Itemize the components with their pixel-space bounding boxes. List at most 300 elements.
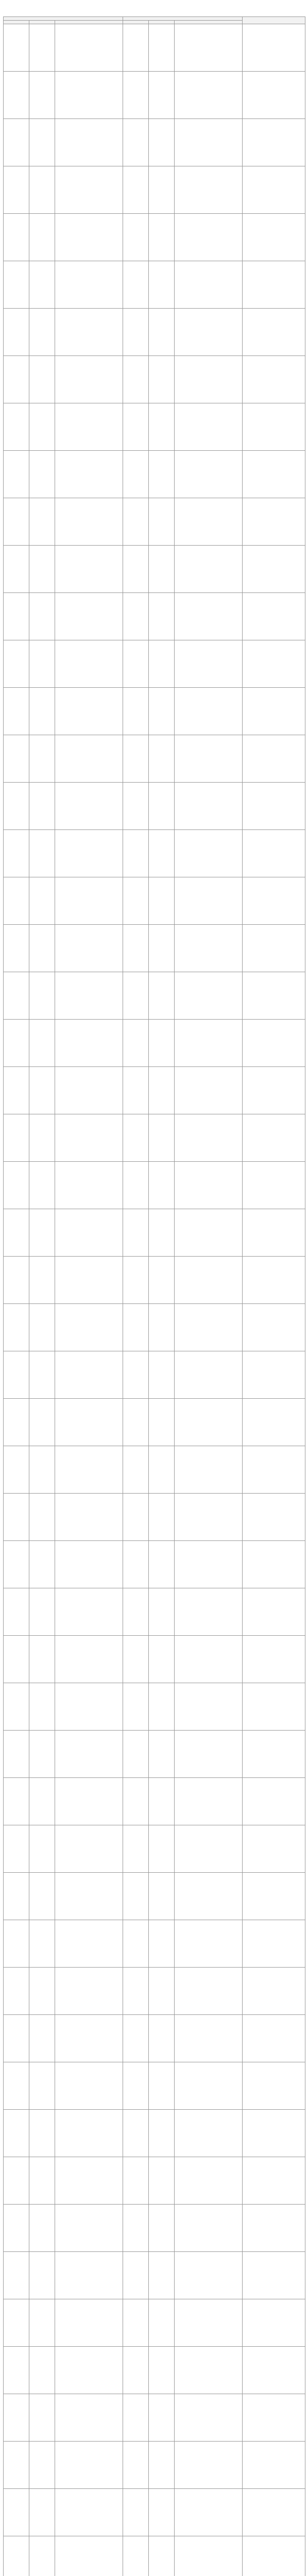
table-row	[4, 1446, 305, 1494]
table-cell	[29, 1494, 55, 1541]
table-cell	[4, 1636, 29, 1683]
table-row	[4, 877, 305, 925]
table-cell	[29, 1731, 55, 1778]
table-cell	[243, 1825, 305, 1873]
table-row	[4, 830, 305, 877]
table-cell	[29, 72, 55, 119]
table-cell	[4, 2489, 29, 2536]
table-cell	[123, 1494, 149, 1541]
table-cell	[243, 2536, 305, 2576]
table-row	[4, 1683, 305, 1731]
table-cell	[175, 1162, 243, 1209]
table-cell	[29, 1636, 55, 1683]
table-cell	[55, 309, 123, 356]
table-cell	[175, 1114, 243, 1162]
table-cell	[123, 166, 149, 214]
table-cell	[243, 214, 305, 261]
table-cell	[4, 877, 29, 925]
table-cell	[123, 783, 149, 830]
table-cell	[175, 1920, 243, 1968]
table-cell	[243, 783, 305, 830]
table-cell	[123, 2536, 149, 2576]
table-cell	[29, 403, 55, 451]
table-cell	[4, 972, 29, 1020]
table-cell	[29, 2110, 55, 2157]
table-cell	[123, 546, 149, 593]
table-cell	[149, 546, 175, 593]
table-cell	[123, 688, 149, 735]
table-cell	[243, 1351, 305, 1399]
group-header-right	[123, 17, 243, 21]
table-cell	[243, 1731, 305, 1778]
table-cell	[55, 1162, 123, 1209]
table-cell	[149, 451, 175, 498]
table-cell	[175, 1446, 243, 1494]
table-cell	[149, 2205, 175, 2252]
table-row	[4, 1873, 305, 1920]
table-cell	[123, 1731, 149, 1778]
table-cell	[123, 356, 149, 403]
table-cell	[55, 2394, 123, 2442]
table-cell	[243, 1209, 305, 1257]
table-cell	[149, 1825, 175, 1873]
table-cell	[243, 72, 305, 119]
table-cell	[175, 2205, 243, 2252]
table-row	[4, 546, 305, 593]
table-cell	[55, 1446, 123, 1494]
table-row	[4, 403, 305, 451]
table-row	[4, 593, 305, 640]
table-cell	[243, 1541, 305, 1588]
table-cell	[29, 1683, 55, 1731]
table-cell	[175, 214, 243, 261]
table-cell	[123, 877, 149, 925]
table-cell	[55, 688, 123, 735]
table-cell	[29, 214, 55, 261]
table-cell	[4, 688, 29, 735]
table-cell	[149, 1351, 175, 1399]
table-cell	[55, 1778, 123, 1825]
table-row	[4, 1636, 305, 1683]
table-cell	[175, 735, 243, 783]
table-cell	[175, 1731, 243, 1778]
table-cell	[149, 1304, 175, 1351]
table-row	[4, 1351, 305, 1399]
table-cell	[123, 2347, 149, 2394]
table-cell	[243, 1446, 305, 1494]
table-cell	[175, 1399, 243, 1446]
table-cell	[175, 593, 243, 640]
table-cell	[55, 1588, 123, 1636]
table-row	[4, 1731, 305, 1778]
table-cell	[55, 1825, 123, 1873]
table-cell	[29, 1446, 55, 1494]
table-cell	[4, 24, 29, 72]
document-title	[3, 5, 305, 14]
table-cell	[243, 1399, 305, 1446]
table-cell	[243, 451, 305, 498]
table-cell	[175, 2110, 243, 2157]
table-cell	[123, 1020, 149, 1067]
table-cell	[29, 735, 55, 783]
table-cell	[4, 261, 29, 309]
table-cell	[4, 1304, 29, 1351]
table-cell	[4, 119, 29, 166]
table-body	[4, 24, 305, 2576]
table-cell	[149, 1494, 175, 1541]
table-cell	[149, 640, 175, 688]
table-cell	[4, 1162, 29, 1209]
table-cell	[123, 498, 149, 546]
table-cell	[55, 546, 123, 593]
table-cell	[55, 451, 123, 498]
table-row	[4, 2442, 305, 2489]
table-cell	[243, 1257, 305, 1304]
table-cell	[123, 735, 149, 783]
table-cell	[55, 593, 123, 640]
table-cell	[29, 2347, 55, 2394]
table-cell	[175, 830, 243, 877]
table-cell	[243, 261, 305, 309]
table-cell	[149, 72, 175, 119]
table-cell	[4, 1399, 29, 1446]
table-cell	[243, 1873, 305, 1920]
table-row	[4, 735, 305, 783]
table-cell	[243, 877, 305, 925]
table-cell	[149, 1209, 175, 1257]
table-cell	[55, 1067, 123, 1114]
table-cell	[55, 925, 123, 972]
table-cell	[123, 1920, 149, 1968]
table-cell	[123, 2442, 149, 2489]
table-row	[4, 1968, 305, 2015]
table-cell	[55, 24, 123, 72]
table-cell	[55, 2299, 123, 2347]
table-row	[4, 24, 305, 72]
table-cell	[123, 2205, 149, 2252]
table-cell	[123, 309, 149, 356]
table-cell	[4, 309, 29, 356]
table-cell	[149, 2252, 175, 2299]
table-row	[4, 309, 305, 356]
table-cell	[4, 2442, 29, 2489]
table-cell	[243, 2442, 305, 2489]
table-row	[4, 1494, 305, 1541]
table-cell	[123, 1304, 149, 1351]
table-cell	[123, 24, 149, 72]
table-cell	[149, 2394, 175, 2442]
table-cell	[149, 593, 175, 640]
table-cell	[243, 1304, 305, 1351]
table-cell	[149, 735, 175, 783]
table-cell	[243, 2205, 305, 2252]
table-cell	[149, 1399, 175, 1446]
table-cell	[29, 2394, 55, 2442]
table-cell	[4, 1257, 29, 1304]
table-cell	[149, 214, 175, 261]
table-cell	[149, 1257, 175, 1304]
table-row	[4, 119, 305, 166]
table-cell	[4, 2157, 29, 2205]
table-cell	[29, 356, 55, 403]
table-cell	[243, 309, 305, 356]
table-cell	[243, 2157, 305, 2205]
table-cell	[149, 1731, 175, 1778]
table-cell	[29, 877, 55, 925]
table-cell	[123, 2157, 149, 2205]
table-cell	[149, 1636, 175, 1683]
column-header-notes	[243, 17, 305, 24]
table-cell	[4, 2110, 29, 2157]
table-cell	[55, 1636, 123, 1683]
table-cell	[29, 498, 55, 546]
table-cell	[4, 1494, 29, 1541]
table-cell	[175, 1020, 243, 1067]
table-cell	[123, 1399, 149, 1446]
table-row	[4, 925, 305, 972]
table-cell	[123, 1446, 149, 1494]
table-row	[4, 166, 305, 214]
table-cell	[175, 1541, 243, 1588]
table-cell	[4, 403, 29, 451]
table-cell	[55, 2442, 123, 2489]
table-row	[4, 214, 305, 261]
table-cell	[175, 1683, 243, 1731]
table-cell	[55, 2536, 123, 2576]
column-header	[55, 21, 123, 24]
table-cell	[123, 72, 149, 119]
table-cell	[123, 2062, 149, 2110]
table-cell	[243, 24, 305, 72]
table-cell	[123, 2110, 149, 2157]
table-cell	[243, 166, 305, 214]
table-cell	[243, 1020, 305, 1067]
table-cell	[55, 498, 123, 546]
table-cell	[29, 1020, 55, 1067]
table-row	[4, 2536, 305, 2576]
table-cell	[55, 2157, 123, 2205]
table-cell	[55, 119, 123, 166]
table-cell	[29, 2062, 55, 2110]
table-cell	[149, 1920, 175, 1968]
table-cell	[149, 925, 175, 972]
column-header	[149, 21, 175, 24]
table-cell	[175, 2062, 243, 2110]
table-cell	[175, 1351, 243, 1399]
table-cell	[243, 1636, 305, 1683]
table-cell	[29, 1873, 55, 1920]
table-cell	[29, 925, 55, 972]
table-cell	[55, 2110, 123, 2157]
table-cell	[29, 166, 55, 214]
table-cell	[123, 1114, 149, 1162]
table-cell	[175, 877, 243, 925]
comparison-table	[3, 16, 305, 2576]
table-cell	[55, 1541, 123, 1588]
table-cell	[175, 1304, 243, 1351]
table-cell	[243, 688, 305, 735]
table-cell	[123, 2299, 149, 2347]
table-cell	[149, 1446, 175, 1494]
table-cell	[175, 2252, 243, 2299]
table-cell	[55, 830, 123, 877]
table-cell	[123, 1778, 149, 1825]
table-cell	[243, 498, 305, 546]
table-cell	[55, 1683, 123, 1731]
table-cell	[243, 2347, 305, 2394]
table-cell	[29, 1162, 55, 1209]
table-cell	[175, 1778, 243, 1825]
table-cell	[175, 1257, 243, 1304]
table-cell	[243, 2062, 305, 2110]
table-cell	[55, 640, 123, 688]
table-cell	[4, 1209, 29, 1257]
table-cell	[123, 2489, 149, 2536]
table-cell	[4, 1731, 29, 1778]
table-cell	[175, 925, 243, 972]
table-cell	[29, 261, 55, 309]
table-cell	[149, 877, 175, 925]
table-row	[4, 1541, 305, 1588]
table-cell	[4, 1683, 29, 1731]
table-cell	[243, 925, 305, 972]
table-row	[4, 2489, 305, 2536]
table-cell	[4, 1541, 29, 1588]
table-cell	[175, 2442, 243, 2489]
table-cell	[123, 1968, 149, 2015]
table-cell	[149, 356, 175, 403]
table-cell	[4, 2536, 29, 2576]
table-cell	[29, 1351, 55, 1399]
table-cell	[243, 735, 305, 783]
table-cell	[175, 403, 243, 451]
table-cell	[149, 261, 175, 309]
table-cell	[29, 1257, 55, 1304]
table-cell	[4, 498, 29, 546]
table-cell	[55, 1209, 123, 1257]
table-cell	[243, 1778, 305, 1825]
table-cell	[175, 1968, 243, 2015]
table-cell	[149, 830, 175, 877]
table-row	[4, 1114, 305, 1162]
table-cell	[149, 2062, 175, 2110]
table-cell	[4, 1873, 29, 1920]
table-cell	[4, 1825, 29, 1873]
table-row	[4, 1162, 305, 1209]
table-cell	[55, 783, 123, 830]
group-header-left	[4, 17, 123, 21]
table-cell	[175, 2536, 243, 2576]
table-cell	[29, 640, 55, 688]
table-cell	[4, 1020, 29, 1067]
table-cell	[55, 1351, 123, 1399]
table-row	[4, 1020, 305, 1067]
table-cell	[149, 2347, 175, 2394]
table-cell	[55, 1494, 123, 1541]
table-cell	[29, 1920, 55, 1968]
table-cell	[175, 2015, 243, 2062]
table-cell	[123, 2252, 149, 2299]
table-cell	[123, 119, 149, 166]
table-cell	[243, 2252, 305, 2299]
table-cell	[149, 1162, 175, 1209]
table-cell	[29, 593, 55, 640]
table-cell	[29, 1067, 55, 1114]
column-header	[29, 21, 55, 24]
table-cell	[55, 1873, 123, 1920]
table-cell	[4, 2252, 29, 2299]
table-cell	[29, 783, 55, 830]
table-cell	[149, 1778, 175, 1825]
table-cell	[123, 640, 149, 688]
table-cell	[243, 119, 305, 166]
table-cell	[243, 1067, 305, 1114]
table-cell	[149, 783, 175, 830]
table-cell	[243, 403, 305, 451]
table-cell	[4, 1446, 29, 1494]
table-row	[4, 972, 305, 1020]
table-cell	[243, 2015, 305, 2062]
table-cell	[149, 1114, 175, 1162]
table-cell	[29, 972, 55, 1020]
table-cell	[29, 1968, 55, 2015]
table-cell	[29, 1588, 55, 1636]
table-cell	[175, 451, 243, 498]
table-cell	[29, 1399, 55, 1446]
table-cell	[4, 783, 29, 830]
table-cell	[4, 2205, 29, 2252]
table-cell	[29, 2299, 55, 2347]
table-cell	[55, 1257, 123, 1304]
table-cell	[123, 1873, 149, 1920]
table-cell	[175, 688, 243, 735]
table-cell	[123, 2015, 149, 2062]
table-cell	[4, 356, 29, 403]
table-cell	[175, 2157, 243, 2205]
table-cell	[123, 1162, 149, 1209]
table-cell	[123, 830, 149, 877]
table-cell	[149, 1020, 175, 1067]
column-header	[175, 21, 243, 24]
table-row	[4, 1304, 305, 1351]
table-cell	[175, 1209, 243, 1257]
table-cell	[243, 640, 305, 688]
table-cell	[55, 735, 123, 783]
table-cell	[175, 24, 243, 72]
table-cell	[29, 1209, 55, 1257]
table-cell	[149, 2536, 175, 2576]
table-cell	[4, 2299, 29, 2347]
table-cell	[243, 546, 305, 593]
table-row	[4, 451, 305, 498]
table-row	[4, 2062, 305, 2110]
column-header	[4, 21, 29, 24]
table-cell	[123, 1351, 149, 1399]
table-cell	[243, 1588, 305, 1636]
table-cell	[243, 1114, 305, 1162]
table-cell	[175, 1873, 243, 1920]
table-cell	[55, 403, 123, 451]
table-cell	[29, 2252, 55, 2299]
table-cell	[149, 403, 175, 451]
table-cell	[123, 1683, 149, 1731]
table-cell	[175, 72, 243, 119]
table-cell	[243, 1162, 305, 1209]
table-cell	[4, 640, 29, 688]
table-cell	[175, 1067, 243, 1114]
table-row	[4, 498, 305, 546]
table-cell	[55, 1114, 123, 1162]
